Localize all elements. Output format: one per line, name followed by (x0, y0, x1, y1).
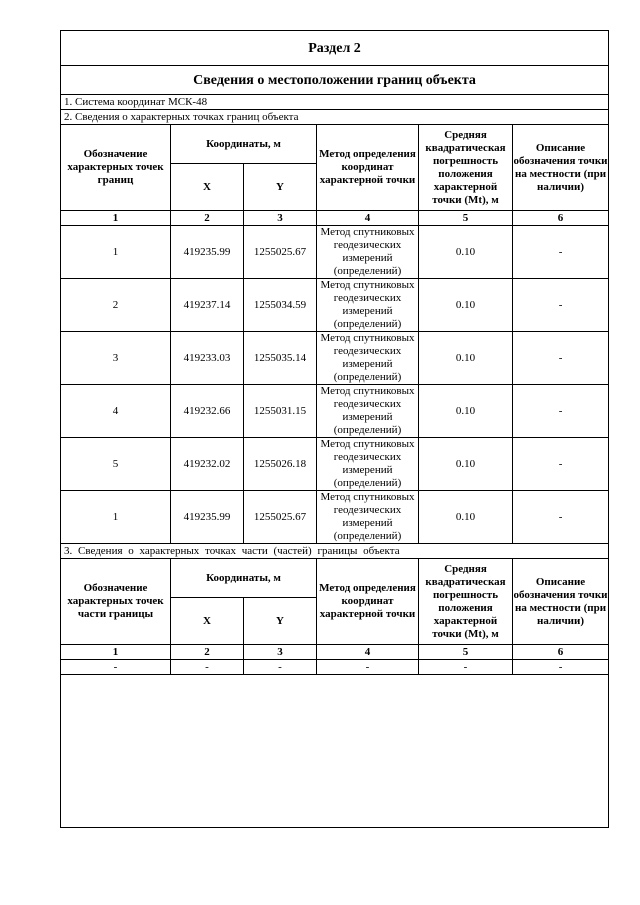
point-error: 0.10 (419, 385, 513, 438)
parts-header-description: Описание обозначения точки на местности (при наличии) (513, 559, 609, 645)
point-y: 1255025.67 (244, 491, 317, 544)
empty-area (61, 675, 609, 828)
parts-cell: - (171, 660, 244, 675)
point-description: - (513, 279, 609, 332)
point-description: - (513, 332, 609, 385)
parts-cell: - (513, 660, 609, 675)
point-error: 0.10 (419, 491, 513, 544)
point-id: 1 (61, 226, 171, 279)
point-y: 1255035.14 (244, 332, 317, 385)
point-method: Метод спутниковых геодезических измерений (определений) (317, 491, 419, 544)
point-description: - (513, 385, 609, 438)
document-subtitle: Сведения о местоположении границ объекта (61, 66, 609, 95)
point-y: 1255034.59 (244, 279, 317, 332)
point-id: 3 (61, 332, 171, 385)
point-y: 1255031.15 (244, 385, 317, 438)
parts-header-x: X (171, 598, 244, 645)
table-row (61, 332, 609, 385)
parts-header-method: Метод определения координат характерной точки (317, 559, 419, 645)
table-row (61, 279, 609, 332)
column-number: 2 (171, 645, 244, 660)
table-row (61, 385, 609, 438)
point-y: 1255026.18 (244, 438, 317, 491)
point-id: 1 (61, 491, 171, 544)
parts-cell: - (317, 660, 419, 675)
column-number: 1 (61, 211, 171, 226)
point-method: Метод спутниковых геодезических измерений (определений) (317, 279, 419, 332)
parts-header-coordinates: Координаты, м (171, 559, 317, 598)
point-y: 1255025.67 (244, 226, 317, 279)
point-method: Метод спутниковых геодезических измерений (определений) (317, 332, 419, 385)
point-error: 0.10 (419, 438, 513, 491)
header-coordinates: Координаты, м (171, 125, 317, 164)
point-x: 419232.02 (171, 438, 244, 491)
point-error: 0.10 (419, 226, 513, 279)
header-point-designation: Обозначение характерных точек границ (61, 125, 171, 211)
parts-header-error: Средняя квадратическая погрешность положения характерной точки (Mt), м (419, 559, 513, 645)
parts-table-row (61, 660, 609, 675)
column-number: 2 (171, 211, 244, 226)
points-section-title: 2. Сведения о характерных точках границ объекта (61, 110, 609, 125)
coordinate-system: 1. Система координат МСК-48 (61, 95, 609, 110)
point-x: 419235.99 (171, 491, 244, 544)
column-number: 4 (317, 645, 419, 660)
header-method: Метод определения координат характерной точки (317, 125, 419, 211)
column-number: 5 (419, 645, 513, 660)
parts-cell: - (244, 660, 317, 675)
parts-cell: - (419, 660, 513, 675)
table-row (61, 438, 609, 491)
point-x: 419233.03 (171, 332, 244, 385)
column-number: 3 (244, 645, 317, 660)
point-id: 5 (61, 438, 171, 491)
parts-cell: - (61, 660, 171, 675)
section-title: Раздел 2 (61, 31, 609, 66)
point-x: 419235.99 (171, 226, 244, 279)
header-x: X (171, 164, 244, 211)
empty-cell (61, 675, 609, 828)
document-sheet (60, 30, 608, 828)
point-id: 4 (61, 385, 171, 438)
point-method: Метод спутниковых геодезических измерений (определений) (317, 438, 419, 491)
column-number: 4 (317, 211, 419, 226)
header-description: Описание обозначения точки на местности (при наличии) (513, 125, 609, 211)
point-x: 419237.14 (171, 279, 244, 332)
table-row (61, 491, 609, 544)
column-number: 1 (61, 645, 171, 660)
point-method: Метод спутниковых геодезических измерений (определений) (317, 385, 419, 438)
parts-column-numbers-row (61, 645, 609, 660)
point-description: - (513, 438, 609, 491)
point-description: - (513, 226, 609, 279)
parts-header-y: Y (244, 598, 317, 645)
column-number: 6 (513, 211, 609, 226)
column-number: 5 (419, 211, 513, 226)
point-method: Метод спутниковых геодезических измерений (определений) (317, 226, 419, 279)
point-error: 0.10 (419, 332, 513, 385)
point-description: - (513, 491, 609, 544)
point-id: 2 (61, 279, 171, 332)
table-row (61, 226, 609, 279)
parts-section-title: 3. Сведения о характерных точках части (частей) границы объекта (61, 544, 609, 559)
point-error: 0.10 (419, 279, 513, 332)
parts-header-point-designation: Обозначение характерных точек части границы (61, 559, 171, 645)
boundary-table (60, 30, 609, 828)
column-number: 3 (244, 211, 317, 226)
column-number: 6 (513, 645, 609, 660)
column-numbers-row (61, 211, 609, 226)
header-error: Средняя квадратическая погрешность положения характерной точки (Mt), м (419, 125, 513, 211)
header-y: Y (244, 164, 317, 211)
point-x: 419232.66 (171, 385, 244, 438)
